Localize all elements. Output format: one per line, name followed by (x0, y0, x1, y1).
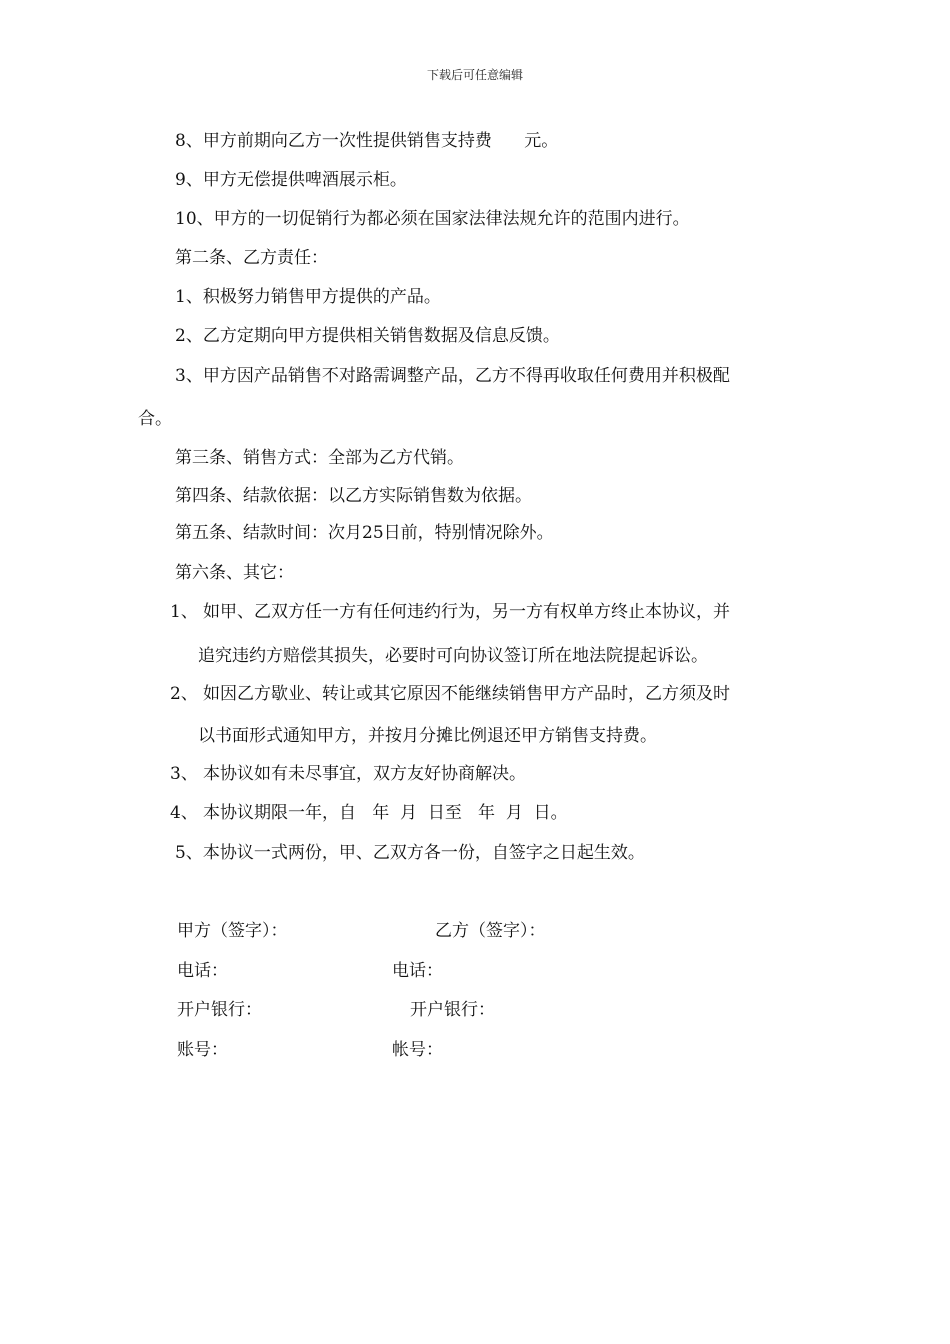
party-a-signature-label: 甲方（签字）： (177, 921, 288, 941)
article-6-item-3: 本协议如有未尽事宜，双方友好协商解决。 (203, 764, 526, 784)
article-2-item-3-cont: 合。 (138, 409, 172, 429)
party-a-account-label: 账号： (177, 1040, 228, 1060)
party-a-phone-label: 电话： (177, 961, 228, 981)
page-header: 下载后可任意编辑 (426, 68, 523, 82)
article-6-item-3-number: 3、 (170, 764, 198, 784)
article-6-item-5: 5、本协议一式两份，甲、乙双方各一份，自签字之日起生效。 (175, 843, 645, 863)
article-5: 第五条、结款时间：次月25日前，特别情况除外。 (175, 523, 554, 543)
article-4: 第四条、结款依据：以乙方实际销售数为依据。 (175, 486, 532, 506)
article-6-item-2: 如因乙方歇业、转让或其它原因不能继续销售甲方产品时，乙方须及时 (203, 684, 730, 704)
clause-8: 8、甲方前期向乙方一次性提供销售支持费 元。 (175, 131, 559, 151)
article-6-title: 第六条、其它： (175, 563, 294, 583)
article-6-item-4: 本协议期限一年，自 年 月 日至 年 月 日。 (203, 803, 568, 823)
party-b-account-label: 帐号： (392, 1040, 443, 1060)
article-6-item-2-number: 2、 (170, 684, 198, 704)
article-3: 第三条、销售方式：全部为乙方代销。 (175, 448, 464, 468)
clause-10: 10、甲方的一切促销行为都必须在国家法律法规允许的范围内进行。 (175, 209, 690, 229)
party-a-bank-label: 开户银行： (177, 1000, 262, 1020)
article-6-item-4-number: 4、 (170, 803, 198, 823)
article-6-item-1-number: 1、 (170, 602, 198, 622)
clause-9: 9、甲方无偿提供啤酒展示柜。 (175, 170, 407, 190)
party-b-signature-label: 乙方（签字）： (435, 921, 546, 941)
article-2-title: 第二条、乙方责任： (175, 248, 328, 268)
article-2-item-3: 3、甲方因产品销售不对路需调整产品，乙方不得再收取任何费用并积极配 (175, 366, 730, 386)
party-b-bank-label: 开户银行： (410, 1000, 495, 1020)
article-6-item-2-cont: 以书面形式通知甲方，并按月分摊比例退还甲方销售支持费。 (198, 726, 657, 746)
party-b-phone-label: 电话： (392, 961, 443, 981)
article-6-item-1-cont: 追究违约方赔偿其损失，必要时可向协议签订所在地法院提起诉讼。 (198, 646, 708, 666)
article-6-item-1: 如甲、乙双方任一方有任何违约行为，另一方有权单方终止本协议，并 (203, 602, 730, 622)
article-2-item-2: 2、乙方定期向甲方提供相关销售数据及信息反馈。 (175, 326, 560, 346)
article-2-item-1: 1、积极努力销售甲方提供的产品。 (175, 287, 441, 307)
